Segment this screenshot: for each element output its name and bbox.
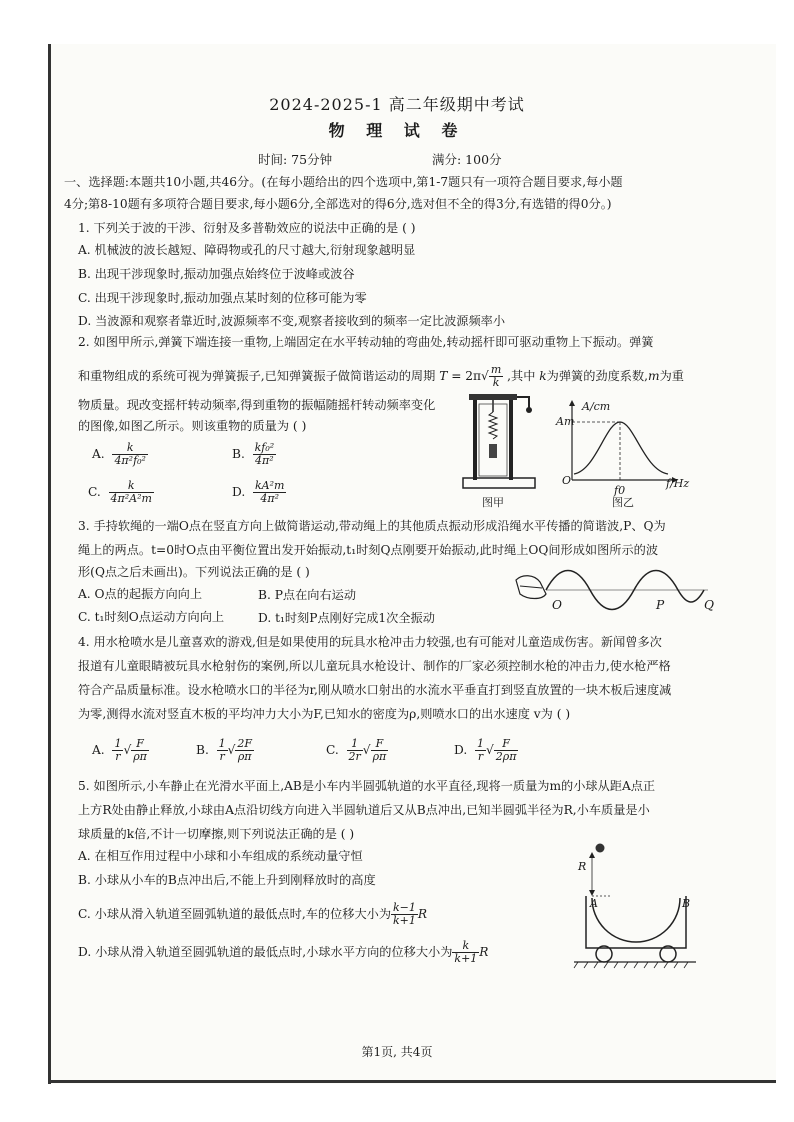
figure-jia-caption: 图甲 [482, 496, 504, 509]
q2-option-d: D. $\frac{\text{kA²m}}{\text{4π²}}$ [232, 479, 285, 505]
cart-label-b: B [682, 897, 691, 910]
q2-line3: 物质量。现改变摇杆转动频率,得到重物的振幅随摇杆转动频率变化 [78, 398, 436, 412]
q3-option-b: B. P点在向右运动 [258, 588, 357, 602]
instructions-line1: 一、选择题:本题共10小题,共46分。(在每小题给出的四个选项中,第1-7题只有一项符合题目要求,每小题 [64, 175, 623, 189]
q3-option-a: A. O点的起振方向向上 [78, 587, 203, 601]
exam-subject: 物 理 试 卷 [328, 121, 466, 140]
q1-option-b: B. 出现干涉现象时,振动加强点始终位于波峰或波谷 [78, 267, 355, 281]
q5-option-c: C. 小球从滑入轨道至圆弧轨道的最低点时,车的位移大小为 $\frac{k-1}{k+1}$ R [78, 901, 428, 927]
q1-option-c: C. 出现干涉现象时,振动加强点某时刻的位移可能为零 [78, 291, 367, 305]
figure-rope-wave [512, 560, 712, 620]
wave-label-o: O [552, 598, 562, 612]
q2-line2: 和重物组成的系统可视为弹簧振子,已知弹簧振子做简谐运动的周期 T = 2π√ $\frac{m}{k}$ ,其中 k为弹簧的劲度系数,m为重 [78, 363, 684, 389]
figure-yi-am-label: Am [556, 415, 575, 428]
scan-edge-left [48, 44, 51, 1084]
figure-yi-origin-label: O [562, 474, 572, 487]
exam-time: 时间: 75分钟 [258, 152, 333, 167]
q2-option-c: C. $\frac{k}{\text{4π²A²m}}$ [88, 479, 152, 505]
q3-line1: 3. 手持软绳的一端O点在竖直方向上做简谐运动,带动绳上的其他质点振动形成沿绳水平传播的简谐波,P、Q为 [78, 519, 666, 533]
exam-score: 满分: 100分 [432, 152, 502, 167]
figure-yi-caption: 图乙 [612, 496, 634, 509]
q3-line2: 绳上的两点。t=0时O点由平衡位置出发开始振动,t₁时刻Q点刚要开始振动,此时绳上OQ间形成如图所示的波 [78, 543, 659, 557]
q3-option-d: D. t₁时刻P点刚好完成1次全振动 [258, 611, 435, 625]
q1-option-a: A. 机械波的波长越短、障碍物或孔的尺寸越大,衍射现象越明显 [78, 243, 416, 257]
page-footer: 第1页, 共4页 [361, 1045, 433, 1059]
q4-option-a: A. $\frac{1}{r}$ √ $\frac{F}{\rho\pi}$ [92, 737, 147, 763]
cart-label-r: R [578, 860, 587, 873]
q3-option-c: C. t₁时刻O点运动方向向上 [78, 610, 225, 624]
q5-line2: 上方R处由静止释放,小球由A点沿切线方向进入半圆轨道后又从B点冲出,已知半圆弧半径为R,小车质量是小 [78, 803, 650, 817]
q5-line3: 球质量的k倍,不计一切摩擦,则下列说法正确的是 ( ) [78, 827, 355, 841]
q2-option-a: A. $\frac{k}{\text{4π²f₀²}}$ [92, 441, 146, 467]
q2-option-b: B. $\frac{\text{kf₀²}}{\text{4π²}}$ [232, 441, 275, 467]
figure-yi-y-axis-label: A/cm [582, 400, 611, 413]
q4-line1: 4. 用水枪喷水是儿童喜欢的游戏,但是如果使用的玩具水枪冲击力较强,也有可能对儿童造成伤害。新闻曾多次 [78, 635, 662, 649]
period-formula: T = 2π√ $\frac{m}{k}$ [439, 363, 502, 389]
wave-label-q: Q [704, 598, 714, 612]
instructions-line2: 4分;第8-10题有多项符合题目要求,每小题6分,全部选对的得6分,选对但不全的得3分,有选错的得0分。) [64, 197, 612, 211]
q1-option-d: D. 当波源和观察者靠近时,波源频率不变,观察者接收到的频率一定比波源频率小 [78, 314, 506, 328]
q5-line1: 5. 如图所示,小车静止在光滑水平面上,AB是小车内半圆弧轨道的水平直径,现将一质量为m的小球从距A点正 [78, 779, 656, 793]
q5-option-a: A. 在相互作用过程中小球和小车组成的系统动量守恒 [78, 849, 363, 863]
wave-label-p: P [656, 598, 665, 612]
q3-line3: 形(Q点之后未画出)。下列说法正确的是 ( ) [78, 565, 310, 579]
q4-line4: 为零,测得水流对竖直木板的平均冲力大小为F,已知水的密度为ρ,则喷水口的出水速度 v为 ( ) [78, 707, 571, 721]
q4-option-d: D. $\frac{1}{r}$ √ $\frac{F}{2\rho\pi}$ [454, 737, 517, 763]
scan-edge-bottom [48, 1080, 776, 1083]
q5-option-b: B. 小球从小车的B点冲出后,不能上升到刚释放时的高度 [78, 873, 376, 887]
figure-jia-apparatus [455, 392, 555, 514]
exam-title: 2024-2025-1 高二年级期中考试 [269, 95, 525, 114]
q5-option-d: D. 小球从滑入轨道至圆弧轨道的最低点时,小球水平方向的位移大小为 $\frac{k}{k+1}$ R [78, 939, 489, 965]
q2-line4: 的图像,如图乙所示。则该重物的质量为 ( ) [78, 419, 307, 433]
q4-line2: 报道有儿童眼睛被玩具水枪射伤的案例,所以儿童玩具水枪设计、制作的厂家必须控制水枪的冲击力,使水枪严格 [78, 659, 671, 673]
figure-yi-x-axis-label: f/Hz [666, 477, 690, 490]
q2-line1: 2. 如图甲所示,弹簧下端连接一重物,上端固定在水平转动轴的弯曲处,转动摇杆即可驱动重物上下振动。弹簧 [78, 335, 654, 349]
q4-option-c: C. $\frac{1}{2r}$ √ $\frac{F}{\rho\pi}$ [326, 737, 387, 763]
q4-line3: 符合产品质量标准。设水枪喷水口的半径为r,刚从喷水口射出的水流水平垂直打到竖直放置的一块木板后速度减 [78, 683, 672, 697]
cart-label-a: A [590, 897, 598, 910]
q4-option-b: B. $\frac{1}{r}$ √ $\frac{2F}{\rho\pi}$ [196, 737, 253, 763]
figure-yi-f0-label: f0 [614, 484, 626, 497]
q1-stem: 1. 下列关于波的干涉、衍射及多普勒效应的说法中正确的是 ( ) [78, 221, 416, 235]
